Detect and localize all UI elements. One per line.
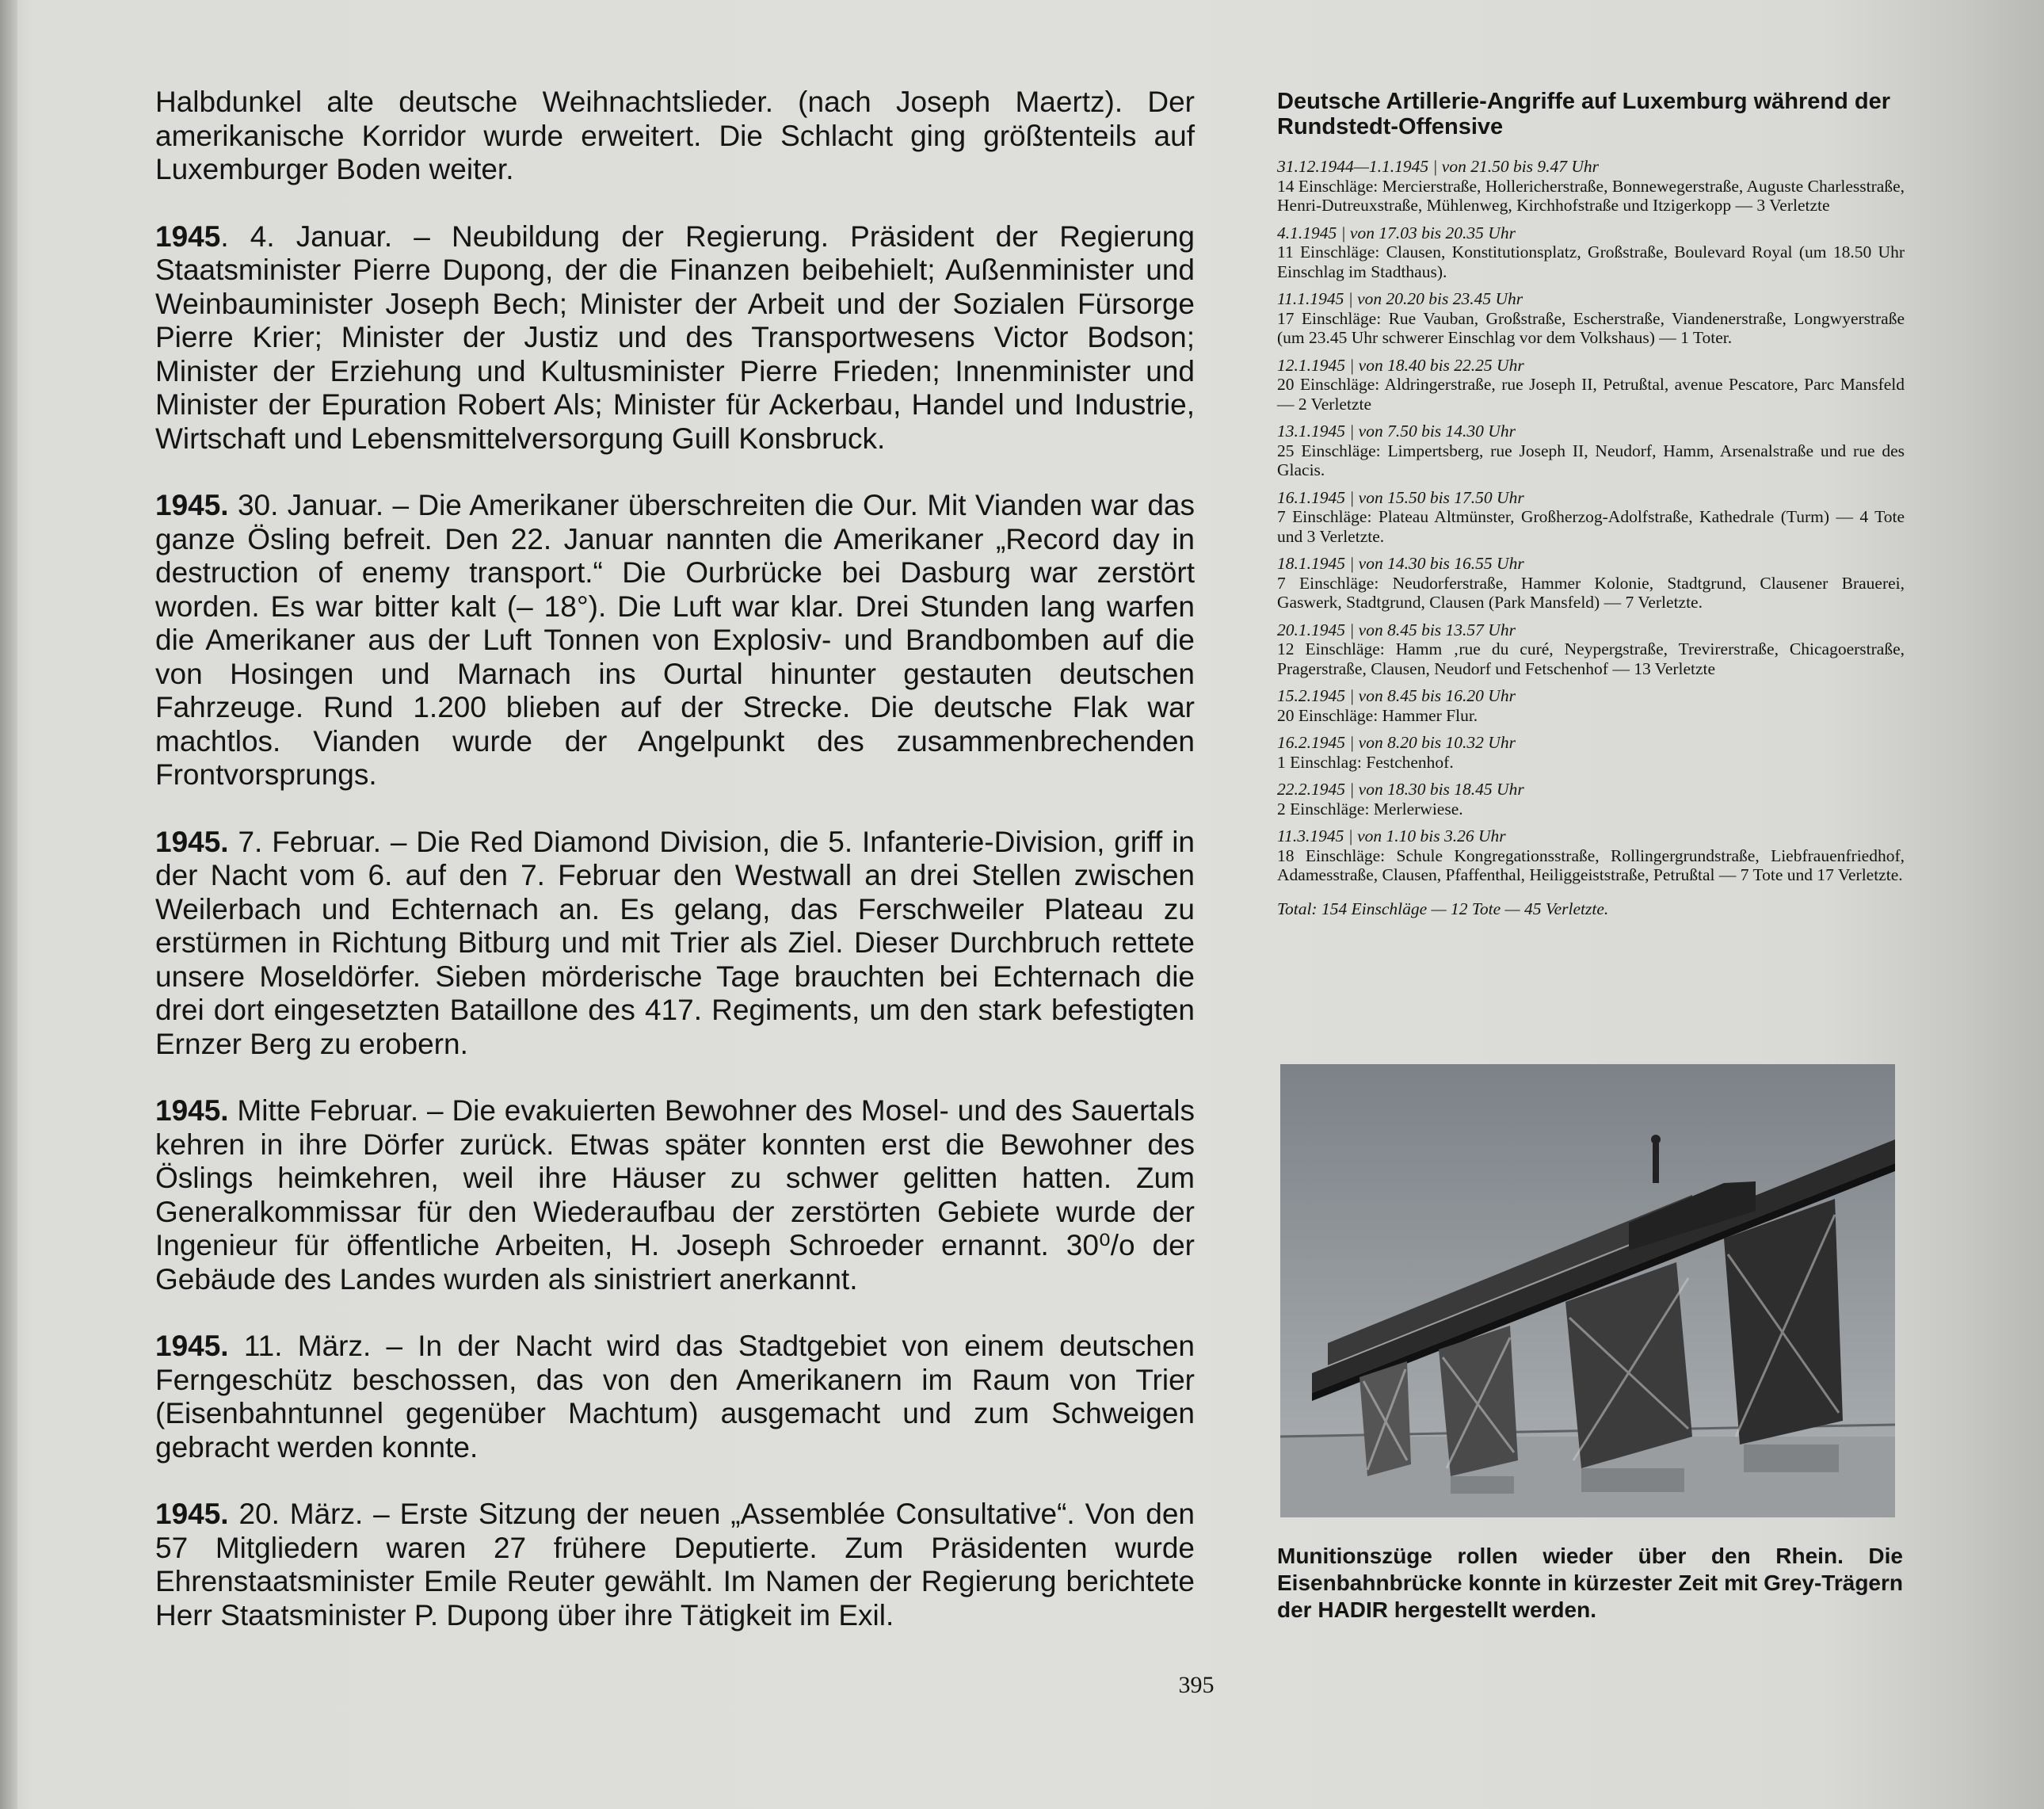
raid-time: 20.1.1945 | von 8.45 bis 13.57 Uhr [1277, 620, 1516, 639]
chronicle-entry [155, 220, 1195, 456]
raid-time: 22.2.1945 | von 18.30 bis 18.45 Uhr [1277, 780, 1524, 799]
raid-item [1277, 780, 1905, 819]
raid-time: 18.1.1945 | von 14.30 bis 16.55 Uhr [1277, 554, 1524, 573]
raid-item [1277, 223, 1905, 282]
raid-description: 7 Einschläge: Plateau Altmünster, Großherzog-Adolfstraße, Kathedrale (Turm) — 4 Tote und 3 Verletzte. [1277, 507, 1905, 546]
raid-description: 14 Einschläge: Mercierstraße, Hollericherstraße, Bonnewegerstraße, Auguste Charlesstraße, Henri-Dutreuxstraße, Mühlenweg, Kirchhofstraße und Itzigerkopp — 3 Verletzte [1277, 176, 1905, 215]
raid-item [1277, 289, 1905, 348]
chronicle-entry [155, 1330, 1195, 1464]
raid-description: 20 Einschläge: Hammer Flur. [1277, 705, 1478, 725]
page-number: 395 [1178, 1672, 1215, 1698]
raid-time: 13.1.1945 | von 7.50 bis 14.30 Uhr [1277, 422, 1516, 441]
raid-description: 12 Einschläge: Hamm ‚rue du curé, Neypergstraße, Trevirerstraße, Chicagoerstraße, Pragerstraße, Clausen, Neudorf und Fetschenhof — 13 Verletzte [1277, 639, 1905, 678]
main-text-column [155, 86, 1195, 1632]
bridge-photo [1280, 1064, 1895, 1517]
raid-item [1277, 157, 1905, 216]
entry-text: 7. Februar. – Die Red Diamond Division, die 5. Infanterie-Division, griff in der Nacht vom 6. auf den 7. Februar den Westwall an drei Stellen zwischen Weilerbach und Echternach an. Es gelang, das Ferschweiler Plateau zu erstürmen in Richtung Bitburg und mit Trier als Ziel. Dieser Durchbruch rettete unsere Moseldörfer. Sieben mörderische Tage brauchten bei Echternach die drei dort eingesetzten Bataillone des 417. Regiments, um den stark befestigten Ernzer Berg zu erobern. [155, 825, 1195, 1060]
entry-year: 1945. [155, 1498, 229, 1530]
raid-description: 17 Einschläge: Rue Vauban, Großstraße, Escherstraße, Viandenerstraße, Longwyerstraße (um 23.45 Uhr schwerer Einschlag vor dem Volkshaus) — 1 Toter. [1277, 308, 1905, 347]
raid-time: 12.1.1945 | von 18.40 bis 22.25 Uhr [1277, 355, 1524, 375]
raid-total: Total: 154 Einschläge — 12 Tote — 45 Verletzte. [1277, 899, 1609, 918]
raid-description: 18 Einschläge: Schule Kongregationsstraße, Rollingergrundstraße, Liebfrauenfriedhof, Adamesstraße, Clausen, Pfaffenthal, Heiliggeiststraße, Petrußtal — 7 Tote und 17 Verletzte. [1277, 845, 1905, 884]
raid-description: 20 Einschläge: Aldringerstraße, rue Joseph II, Petrußtal, avenue Pescatore, Parc Mansfeld — 2 Verletzte [1277, 375, 1905, 414]
bridge-illustration [1280, 1064, 1895, 1517]
entry-year: 1945. [155, 1330, 229, 1362]
entry-year: 1945. [155, 825, 229, 858]
raid-item [1277, 733, 1905, 772]
entry-year: 1945. [155, 1094, 229, 1127]
entry-year: 1945 [155, 219, 221, 253]
raid-time: 11.3.1945 | von 1.10 bis 3.26 Uhr [1277, 826, 1506, 845]
intro-paragraph: Halbdunkel alte deutsche Weihnachtslieder. (nach Joseph Maertz). Der amerikanische Korridor wurde erweitert. Die Schlacht ging größtenteils auf Luxemburger Boden weiter. [155, 86, 1195, 185]
raid-item [1277, 554, 1905, 613]
raid-time: 31.12.1944—1.1.1945 | von 21.50 bis 9.47 Uhr [1277, 157, 1600, 176]
raid-time: 16.2.1945 | von 8.20 bis 10.32 Uhr [1277, 733, 1516, 752]
entry-text: 30. Januar. – Die Amerikaner überschreiten die Our. Mit Vianden war das ganze Ösling befreit. Den 22. Januar nannten die Amerikaner „Record day in destruction of enemy transport.“ Die Ourbrücke bei Dasburg war zerstört worden. Es war bitter kalt (– 18°). Die Luft war klar. Drei Stunden lang warfen die Amerikaner aus der Luft Tonnen von Explosiv- und Brandbomben auf die von Hosingen und Marnach ins Ourtal hinunter gestauten deutschen Fahrzeuge. Rund 1.200 blieben auf der Strecke. Die deutsche Flak war machtlos. Vianden wurde der Angelpunkt des zusammenbrechenden Frontvorsprungs. [155, 489, 1195, 791]
raid-item [1277, 686, 1905, 725]
raid-time: 15.2.1945 | von 8.45 bis 16.20 Uhr [1277, 686, 1516, 705]
raid-time: 16.1.1945 | von 15.50 bis 17.50 Uhr [1277, 487, 1524, 507]
entry-year: 1945. [155, 489, 229, 521]
raid-description: 11 Einschläge: Clausen, Konstitutionsplatz, Großstraße, Boulevard Royal (um 18.50 Uhr Einschlag im Stadthaus). [1277, 242, 1905, 281]
raid-description: 7 Einschläge: Neudorferstraße, Hammer Kolonie, Stadtgrund, Clausener Brauerei, Gaswerk, Stadtgrund, Clausen (Park Mansfeld) — 7 Verletzte. [1277, 573, 1905, 612]
sidebar-title: Deutsche Artillerie-Angriffe auf Luxemburg während der Rundstedt-Offensive [1277, 89, 1890, 139]
photo-caption: Munitionszüge rollen wieder über den Rhein. Die Eisenbahnbrücke konnte in kürzester Zeit mit Grey-Trägern der HADIR hergestellt werden. [1277, 1544, 1903, 1622]
chronicle-entry [155, 826, 1195, 1062]
entry-text: 11. März. – In der Nacht wird das Stadtgebiet von einem deutschen Ferngeschütz beschossen, das von den Amerikanern im Raum von Trier (Eisenbahntunnel gegenüber Machtum) ausgemacht und zum Schweigen gebracht werden konnte. [155, 1330, 1195, 1464]
raid-item [1277, 356, 1905, 414]
sidebar-column [1277, 89, 1905, 918]
entry-text: 20. März. – Erste Sitzung der neuen „Assemblée Consultative“. Von den 57 Mitgliedern waren 27 frühere Deputierte. Zum Präsidenten wurde Ehrenstaatsminister Emile Reuter gewählt. Im Namen der Regierung berichtete Herr Staatsminister P. Dupong über ihre Tätigkeit im Exil. [155, 1498, 1195, 1632]
raid-description: 2 Einschläge: Merlerwiese. [1277, 799, 1463, 819]
chronicle-entry [155, 1094, 1195, 1296]
chronicle-entry [155, 489, 1195, 792]
chronicle-entry [155, 1498, 1195, 1632]
page-gutter [0, 0, 17, 1809]
raid-item [1277, 826, 1905, 885]
entry-text: Mitte Februar. – Die evakuierten Bewohner des Mosel- und des Sauertals kehren in ihre Dörfer zurück. Etwas später konnten erst die Bewohner des Öslings heimkehren, weil ihre Häuser zu schwer gelitten hatten. Zum Generalkommissar für den Wiederaufbau der zerstörten Gebiete wurde der Ingenieur für öffentliche Arbeiten, H. Joseph Schroeder ernannt. 30⁰/o der Gebäude des Landes wurden als sinistriert anerkannt. [155, 1094, 1195, 1296]
raid-time: 4.1.1945 | von 17.03 bis 20.35 Uhr [1277, 223, 1516, 242]
raid-item [1277, 620, 1905, 679]
raid-description: 1 Einschlag: Festchenhof. [1277, 752, 1454, 772]
entry-text: . 4. Januar. – Neubildung der Regierung. Präsident der Regierung Staatsminister Pierre Dupong, der die Finanzen beibehielt; Außenminister und Weinbauminister Joseph Bech; Minister der Arbeit und der Sozialen Fürsorge Pierre Krier; Minister der Justiz und des Transportwesens Victor Bodson; Minister der Erziehung und Kultusminister Pierre Frieden; Innenminister und Minister der Epuration Robert Als; Minister für Ackerbau, Handel und Industrie, Wirtschaft und Lebensmittelversorgung Guill Konsbruck. [155, 219, 1195, 455]
raid-description: 25 Einschläge: Limpertsberg, rue Joseph II, Neudorf, Hamm, Arsenalstraße und rue des Glacis. [1277, 441, 1905, 479]
raid-time: 11.1.1945 | von 20.20 bis 23.45 Uhr [1277, 289, 1523, 308]
raid-item [1277, 422, 1905, 480]
raid-item [1277, 488, 1905, 547]
